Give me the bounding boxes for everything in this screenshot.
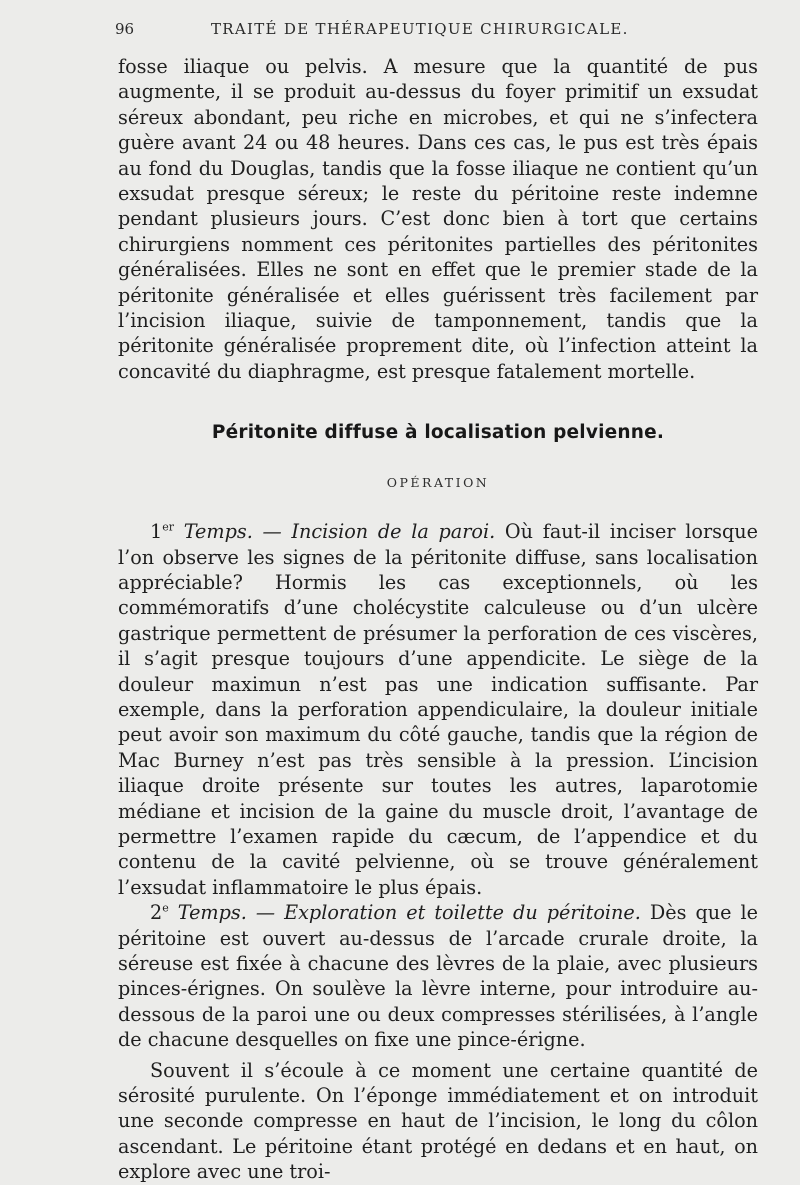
- section-title: Péritonite diffuse à localisation pelvienne.: [211, 422, 665, 444]
- continuation-paragraph: fosse iliaque ou pelvis. A mesure que la quantité de pus augmente, il se produit au-dessus du foyer primitif un exsudat séreux abondant, peu riche en microbes, et qui ne s’infectera guère avant 24 ou 48 heures. Dans ces cas, le pus est très épais au fond du Douglas, tandis que la fosse iliaque ne contient qu’un exsudat presque séreux; le reste du péritoine reste indemne pendant plusieurs jours. C’est donc bien à tort que certains chirurgiens nomment ces péritonites partielles des péritonites généralisées. Elles ne sont en effet que le premier stade de la péritonite généralisée et elles guérissent très facilement par l’incision iliaque, suivie de tamponnement, tandis que la péritonite généralisée proprement dite, où l’infection atteint la concavité du diaphragme, est presque fatalement mortelle.: [118, 55, 758, 383]
- step-one-number: 1: [150, 520, 163, 544]
- running-header: [115, 20, 758, 54]
- step-two-suffix: e: [162, 901, 169, 915]
- step-one-text: Où faut-il inciser lorsque l’on observe les signes de la péritonite diffuse, sans localisation appréciable? Hormis les cas exceptionnels, où les commémoratifs d’une cholécystite calculeuse ou d’un ulcère gastrique permettent de présumer la perforation de ces viscères, il s’agit presque toujours d’une appendicite. Le siège de la douleur maximun n’est pas une indication suffisante. Par exemple, dans la perforation appendiculaire, la douleur initiale peut avoir son maximum du côté gauche, tandis que la région de Mac Burney n’est pas très sensible à la pression. L’incision iliaque droite présente sur toutes les autres, laparotomie médiane et incision de la gaine du muscle droit, l’avantage de permettre l’examen rapide du cæcum, de l’appendice et du contenu de la cavité pelvienne, où se trouve généralement l’exsudat inflammatoire le plus épais.: [118, 520, 758, 899]
- running-title: TRAITÉ DE THÉRAPEUTIQUE CHIRURGICALE.: [211, 20, 629, 38]
- final-paragraph: Souvent il s’écoule à ce moment une certaine quantité de sérosité purulente. On l’éponge immédiatement et on introduit une seconde compresse en haut de l’incision, le long du côlon ascendant. Le péritoine étant protégé en dedans et en haut, on explore avec une troi-: [118, 1058, 758, 1184]
- main-text: [118, 54, 758, 1185]
- operation-subheading: OPÉRATION: [386, 474, 490, 490]
- step-one-label: Temps. — Incision de la paroi.: [183, 520, 496, 544]
- step-two-paragraph: [118, 900, 758, 1052]
- page-number: 96: [115, 20, 135, 38]
- step-two-number: 2: [150, 901, 163, 925]
- step-one-suffix: er: [162, 520, 174, 534]
- step-one-paragraph: [118, 519, 758, 900]
- step-two-text: Dès que le péritoine est ouvert au-dessus de l’arcade crurale droite, la séreuse est fixée à chacune des lèvres de la plaie, avec plusieurs pinces-érignes. On soulève la lèvre interne, pour introduire au-dessous de la paroi une ou deux compresses stérilisées, à l’angle de chacune desquelles on fixe une pince-érigne.: [118, 901, 758, 1052]
- step-two-label: Temps. — Exploration et toilette du péritoine.: [177, 901, 641, 925]
